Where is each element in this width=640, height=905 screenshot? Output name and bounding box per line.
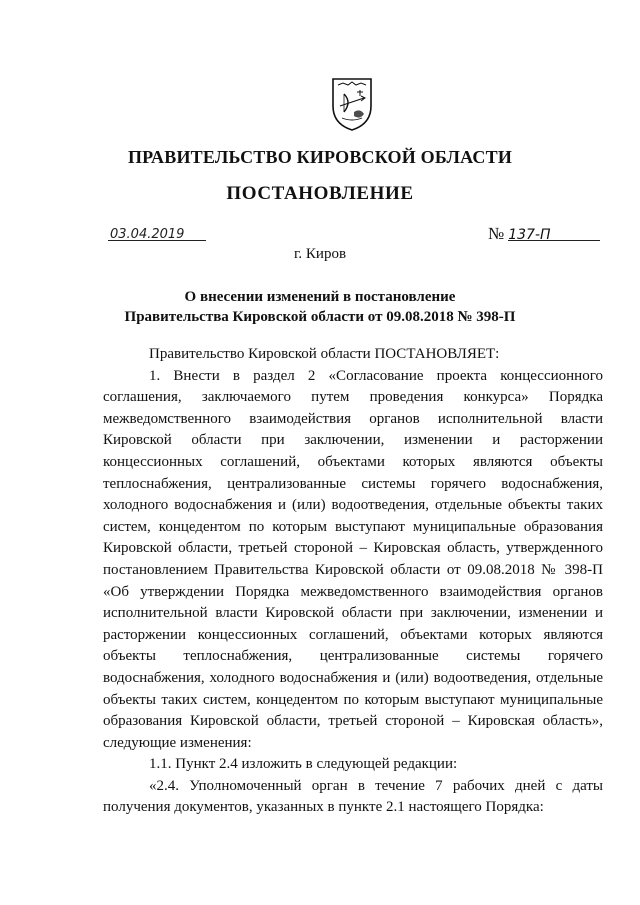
paragraph-item-2-4: «2.4. Уполномоченный орган в течение 7 рабочих дней с даты получения документов, указанных в пункте 2.1 настоящего Порядка:	[103, 777, 603, 816]
coat-of-arms-emblem	[330, 76, 374, 132]
preamble: Правительство Кировской области ПОСТАНОВЛЯЕТ:	[149, 346, 500, 362]
paragraph-item-1-1: 1.1. Пункт 2.4 изложить в следующей редакции:	[149, 756, 458, 773]
document-date: 03.04.2019	[110, 227, 185, 242]
document-type: ПОСТАНОВЛЕНИЕ	[226, 183, 414, 204]
paragraph-item-1: 1. Внести в раздел 2 «Согласование проекта концессионного соглашения, заключаемого путем проведения конкурса» Порядка межведомственного взаимодействия органов исполнительной власти Кировской области при заключении, изменении и расторжении концессионных соглашений, объектами которых являются объекты теплоснабжения, централизованные системы горячего водоснабжения, холодного водоснабжения и (или) водоотведения, отдельные объекты таких систем, концедентом по которым выступают муниципальные образования Кировской области, третьей стороной – Кировская область, утвержденного постановлением Правительства Кировской области от 09.08.2018 № 398-П «Об утверждении Порядка межведомственного взаимодействия органов исполнительной власти Кировской области при заключении, изменении и расторжении концессионных соглашений, объектами которых являются объекты теплоснабжения, централизованные системы горячего водоснабжения, холодного водоснабжения и (или) водоотведения, отдельные объекты таких систем, концедентом по которым выступают муниципальные образования Кировской области, третьей стороной – Кировская область», следующие изменения:	[103, 367, 603, 751]
document-number	[488, 224, 551, 244]
city: г. Киров	[293, 246, 347, 262]
number-value: 137-П	[508, 227, 551, 243]
date-underline	[108, 240, 206, 241]
document-title	[0, 287, 640, 327]
number-sign: №	[488, 224, 505, 243]
government-name: ПРАВИТЕЛЬСТВО КИРОВСКОЙ ОБЛАСТИ	[127, 147, 513, 167]
number-underline	[508, 240, 600, 241]
title-line-1: О внесении изменений в постановление	[184, 289, 456, 305]
title-line-2: Правительства Кировской области от 09.08.2018 № 398-П	[124, 309, 516, 325]
document-body	[103, 344, 603, 819]
